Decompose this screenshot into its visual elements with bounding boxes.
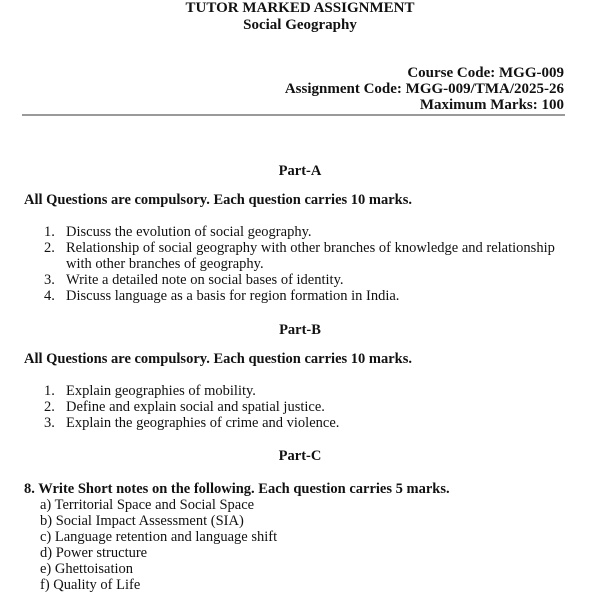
short-note-item: a) Territorial Space and Social Space (40, 497, 255, 513)
document-title: TUTOR MARKED ASSIGNMENT (185, 0, 415, 16)
question-number: 3. (44, 272, 55, 288)
course-code: Course Code: MGG-009 (407, 65, 564, 81)
assignment-code: Assignment Code: MGG-009/TMA/2025-26 (284, 81, 564, 97)
question-text: Discuss language as a basis for region formation in India. (66, 288, 400, 304)
question-number: 2. (44, 240, 55, 256)
part-c-instruction: 8. Write Short notes on the following. Each question carries 5 marks. (24, 481, 450, 497)
header-divider (22, 114, 565, 116)
part-b-heading: Part-B (279, 322, 321, 338)
short-note-item: f) Quality of Life (40, 577, 141, 593)
question-text: Explain geographies of mobility. (66, 383, 256, 399)
question-number: 3. (44, 415, 55, 431)
part-a-heading: Part-A (278, 163, 322, 179)
short-note-item: e) Ghettoisation (40, 561, 134, 577)
question-number: 4. (44, 288, 55, 304)
part-b-instruction: All Questions are compulsory. Each question carries 10 marks. (24, 351, 413, 367)
short-note-item: c) Language retention and language shift (40, 529, 278, 545)
short-note-item: d) Power structure (40, 545, 148, 561)
part-a-instruction: All Questions are compulsory. Each question carries 10 marks. (24, 192, 413, 208)
document-subtitle: Social Geography (243, 17, 357, 33)
question-text: Relationship of social geography with other branches of knowledge and relationship (66, 240, 555, 256)
question-number: 1. (44, 224, 55, 240)
maximum-marks: Maximum Marks: 100 (419, 97, 564, 113)
part-c-heading: Part-C (278, 448, 322, 464)
question-number: 1. (44, 383, 55, 399)
question-text: Define and explain social and spatial justice. (66, 399, 325, 415)
question-text: Discuss the evolution of social geography. (66, 224, 312, 240)
question-text: Write a detailed note on social bases of identity. (66, 272, 344, 288)
question-text: Explain the geographies of crime and violence. (66, 415, 340, 431)
question-number: 2. (44, 399, 55, 415)
short-note-item: b) Social Impact Assessment (SIA) (40, 513, 244, 529)
question-text-continued: with other branches of geography. (66, 256, 264, 272)
